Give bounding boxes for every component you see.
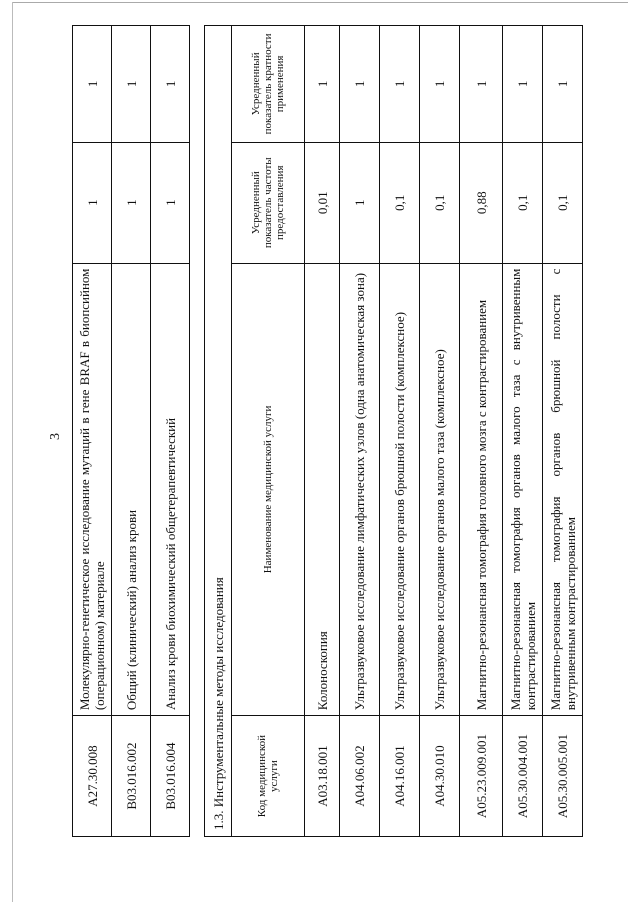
table-row (151, 26, 190, 837)
frequency-value: 0,1 (543, 142, 583, 263)
multiplicity-value: 1 (112, 26, 151, 143)
multiplicity-value: 1 (151, 26, 190, 143)
multiplicity-value: 1 (543, 26, 583, 143)
table-row (380, 26, 420, 837)
frequency-value: 1 (151, 142, 190, 263)
multiplicity-value: 1 (503, 26, 543, 143)
frequency-value: 0,01 (305, 142, 340, 263)
frequency-value: 0,1 (380, 142, 420, 263)
table-row (543, 26, 583, 837)
service-name: Магнитно-резонансная томография органов малого таза с внутривенным контрастированием (503, 263, 543, 716)
service-name: Анализ крови биохимический общетерапевтический (151, 263, 190, 716)
service-name: Молекулярно-генетическое исследование мутаций в гене BRAF в биопсийном (операционном) материале (73, 263, 112, 716)
service-name: Общий (клинический) анализ крови (112, 263, 151, 716)
header-name: Наименование медицинской услуги (232, 263, 305, 716)
multiplicity-value: 1 (420, 26, 460, 143)
frequency-value: 0,1 (420, 142, 460, 263)
service-code: A04.30.010 (420, 716, 460, 837)
service-name: Ультразвуковое исследование органов брюшной полости (комплексное) (380, 263, 420, 716)
multiplicity-value: 1 (380, 26, 420, 143)
table-row (503, 26, 543, 837)
service-code: A05.23.009.001 (460, 716, 503, 837)
frequency-value: 1 (340, 142, 380, 263)
service-code: A05.30.005.001 (543, 716, 583, 837)
service-name: Магнитно-резонансная томография органов брюшной полости с внутривенным контрастированием (543, 263, 583, 716)
multiplicity-value: 1 (340, 26, 380, 143)
multiplicity-value: 1 (73, 26, 112, 143)
frequency-value: 1 (73, 142, 112, 263)
service-code: A27.30.008 (73, 716, 112, 837)
table-row (112, 26, 151, 837)
lab-tests-table (72, 25, 190, 837)
service-name: Ультразвуковое исследование органов малого таза (комплексное) (420, 263, 460, 716)
service-code: A04.06.002 (340, 716, 380, 837)
service-code: A03.18.001 (305, 716, 340, 837)
service-code: B03.016.002 (112, 716, 151, 837)
scan-top-edge (12, 2, 628, 3)
table-row (420, 26, 460, 837)
page-number: 3 (48, 433, 63, 440)
table-row (340, 26, 380, 837)
frequency-value: 0,1 (503, 142, 543, 263)
service-code: A05.30.004.001 (503, 716, 543, 837)
table-row (73, 26, 112, 837)
service-code: B03.016.004 (151, 716, 190, 837)
multiplicity-value: 1 (460, 26, 503, 143)
header-frequency: Усредненный показатель частоты предоставления (232, 142, 305, 263)
header-code: Код медицинской услуги (232, 716, 305, 837)
section-title: 1.3. Инструментальные методы исследования (205, 26, 232, 837)
frequency-value: 0,88 (460, 142, 503, 263)
header-row (232, 26, 305, 837)
section-title-row (205, 26, 232, 837)
service-name: Ультразвуковое исследование лимфатических узлов (одна анатомическая зона) (340, 263, 380, 716)
frequency-value: 1 (112, 142, 151, 263)
service-code: A04.16.001 (380, 716, 420, 837)
header-multiplicity: Усредненный показатель кратности применения (232, 26, 305, 143)
service-name: Колоноскопия (305, 263, 340, 716)
instrumental-methods-table (204, 25, 583, 837)
service-name: Магнитно-резонансная томография головного мозга с контрастированием (460, 263, 503, 716)
multiplicity-value: 1 (305, 26, 340, 143)
table-row (305, 26, 340, 837)
table-row (460, 26, 503, 837)
rotated-page (0, 15, 620, 895)
